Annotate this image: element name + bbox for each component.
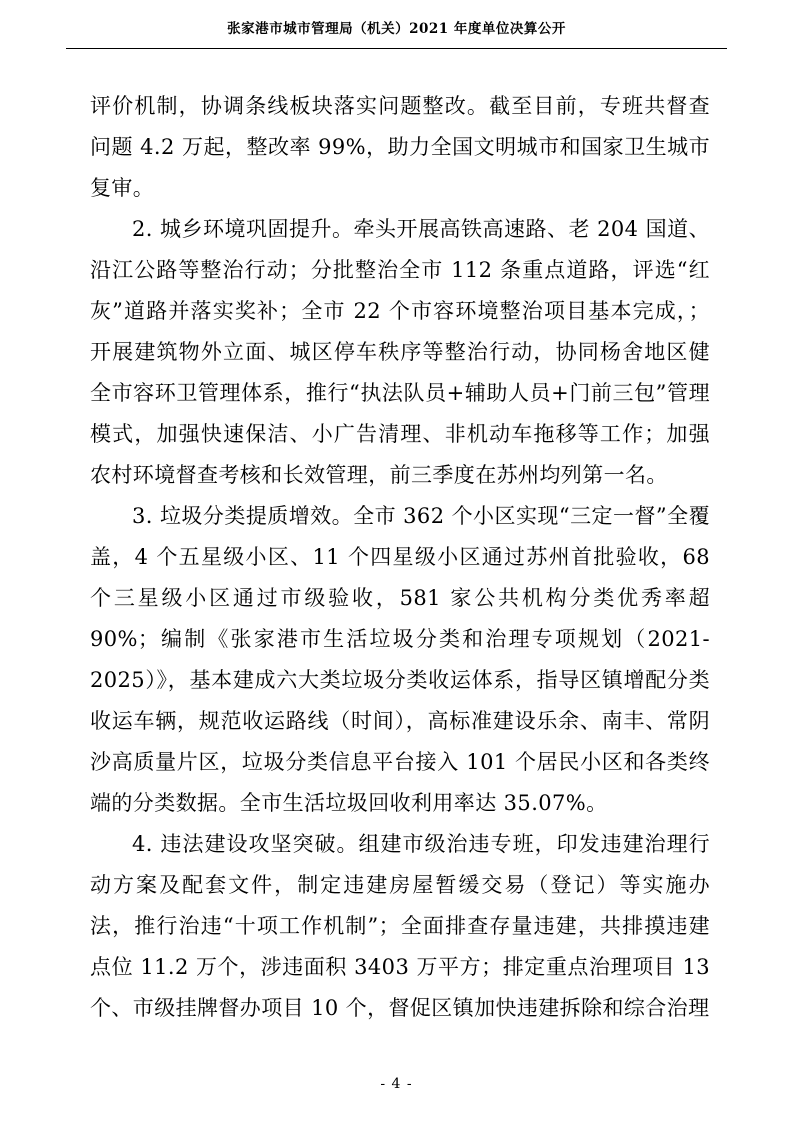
paragraph: 3. 垃圾分类提质增效。全市 362 个小区实现“三定一督”全覆盖，4 个五星级小区、11 个四星级小区通过苏州首批验收，68 个三星级小区通过市级验收，581 家公共机构分类优秀率超 90%；编制《张家港市生活垃圾分类和治理专项规划（2021-2025）》，基本建成六大类垃圾分类收运体系，指导区镇增配分类收运车辆，规范收运路线（时间），高标准建设乐余、南丰、常阴沙高质量片区，垃圾分类信息平台接入 101 个居民小区和各类终端的分类数据。全市生活垃圾回收利用率达 35.07%。	[90, 504, 710, 815]
paragraph: 评价机制，协调条线板块落实问题整改。截至目前，专班共督查问题 4.2 万起，整改率 99%，助力全国文明城市和国家卫生城市复审。	[90, 94, 710, 200]
paragraph: 4. 违法建设攻坚突破。组建市级治违专班，印发违建治理行动方案及配套文件，制定违建房屋暂缓交易（登记）等实施办法，推行治违“十项工作机制”；全面排查存量违建，共排摸违建点位 11.2 万个，涉违面积 3403 万平方；排定重点治理项目 13 个、市级挂牌督办项目 10 个，督促区镇加快违建拆除和综合治理	[90, 832, 710, 1020]
header-title: 张家港市城市管理局（机关）2021 年度单位决算公开	[227, 21, 566, 37]
document-body	[90, 86, 710, 1029]
page-header	[0, 18, 793, 39]
page-footer	[0, 1076, 793, 1092]
paragraph: 2. 城乡环境巩固提升。牵头开展高铁高速路、老 204 国道、沿江公路等整治行动；分批整治全市 112 条重点道路，评选“红灰”道路并落实奖补；全市 22 个市容环境整治项目基本完成，；开展建筑物外立面、城区停车秩序等整治行动，协同杨舍地区健全市容环卫管理体系，推行“执法队员+辅助人员+门前三包”管理模式，加强快速保洁、小广告清理、非机动车拖移等工作；加强农村环境督查考核和长效管理，前三季度在苏州均列第一名。	[90, 217, 710, 487]
header-divider	[66, 48, 727, 49]
page-number: - 4 -	[380, 1076, 413, 1092]
